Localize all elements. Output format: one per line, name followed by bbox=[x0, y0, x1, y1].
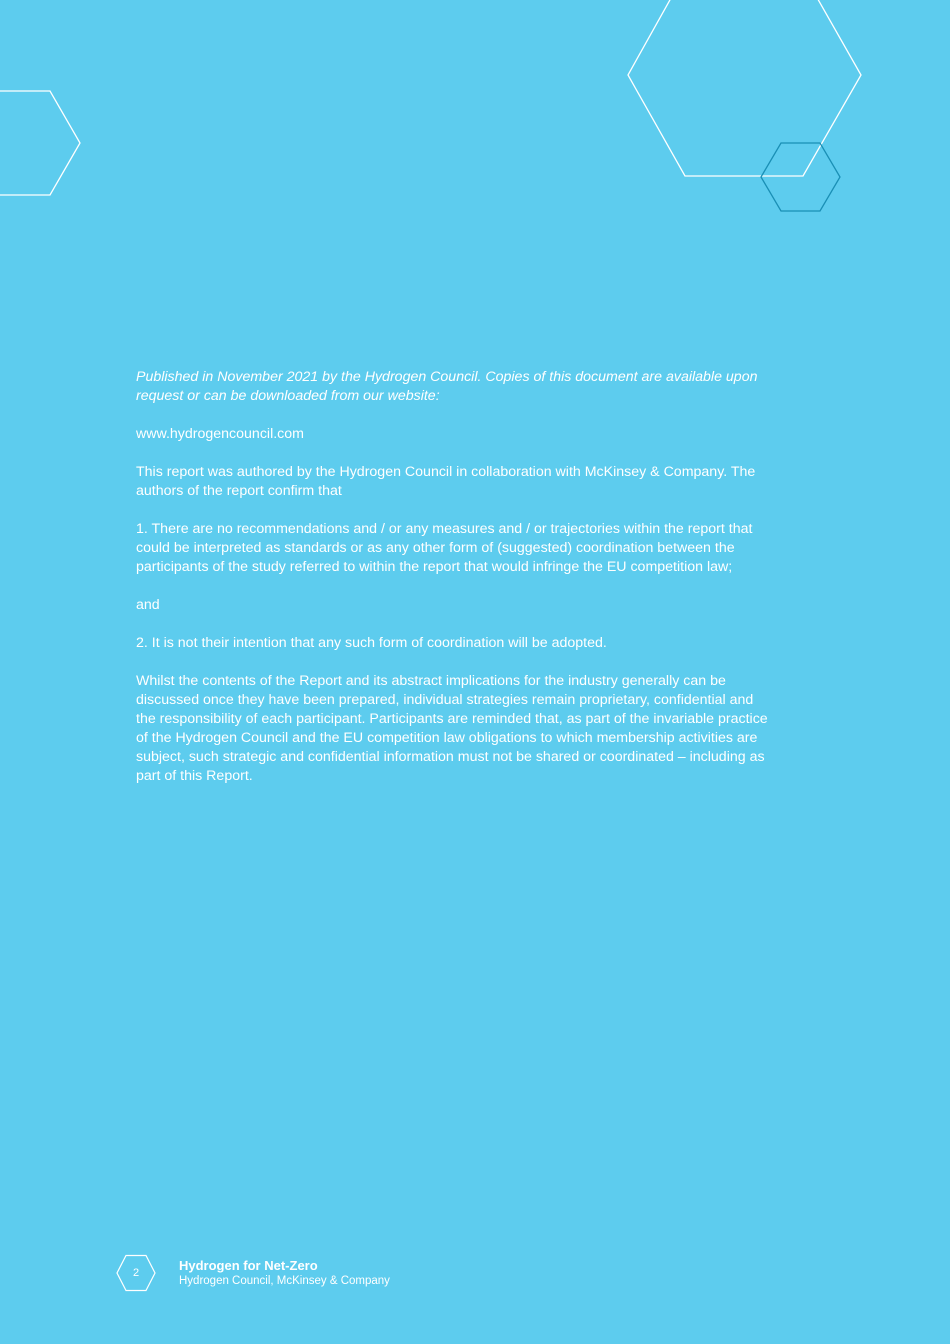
hexagon-outline-icon bbox=[761, 143, 840, 211]
footer-authors: Hydrogen Council, McKinsey & Company bbox=[179, 1275, 390, 1287]
publication-note: Published in November 2021 by the Hydrogen Council. Copies of this document are available upon request or can be downloaded from our website: bbox=[136, 369, 758, 404]
confidentiality-disclaimer: Whilst the contents of the Report and its abstract implications for the industry generally can be discussed once they have been prepared, individual strategies remain proprietary, confidential and the responsibility of each participant. Participants are reminded that, as part of the invariable practice of the Hydrogen Council and the EU competition law obligations to which membership activities are subject, such strategic and confidential information must not be shared or coordinated – including as part of this Report. bbox=[136, 673, 768, 784]
hexagon-outline-icon bbox=[628, 0, 861, 176]
footer-report-title: Hydrogen for Net-Zero bbox=[179, 1258, 318, 1273]
decorative-hexagons bbox=[0, 0, 950, 260]
page-footer bbox=[116, 1254, 516, 1294]
website-link[interactable]: www.hydrogencouncil.com bbox=[136, 426, 304, 442]
page-number: 2 bbox=[132, 1267, 140, 1279]
hexagon-outline-icon bbox=[0, 91, 80, 195]
conjunction-text: and bbox=[136, 597, 160, 613]
confirmation-point-1: 1. There are no recommendations and / or any measures and / or trajectories within the report that could be interpreted as standards or as any other form of (suggested) coordination between the participants of the study referred to within the report that would infringe the EU competition law; bbox=[136, 521, 753, 575]
authorship-statement: This report was authored by the Hydrogen Council in collaboration with McKinsey & Company. The authors of the report confirm that bbox=[136, 464, 756, 499]
legal-notice bbox=[136, 368, 776, 805]
confirmation-point-2: 2. It is not their intention that any such form of coordination will be adopted. bbox=[136, 635, 607, 651]
